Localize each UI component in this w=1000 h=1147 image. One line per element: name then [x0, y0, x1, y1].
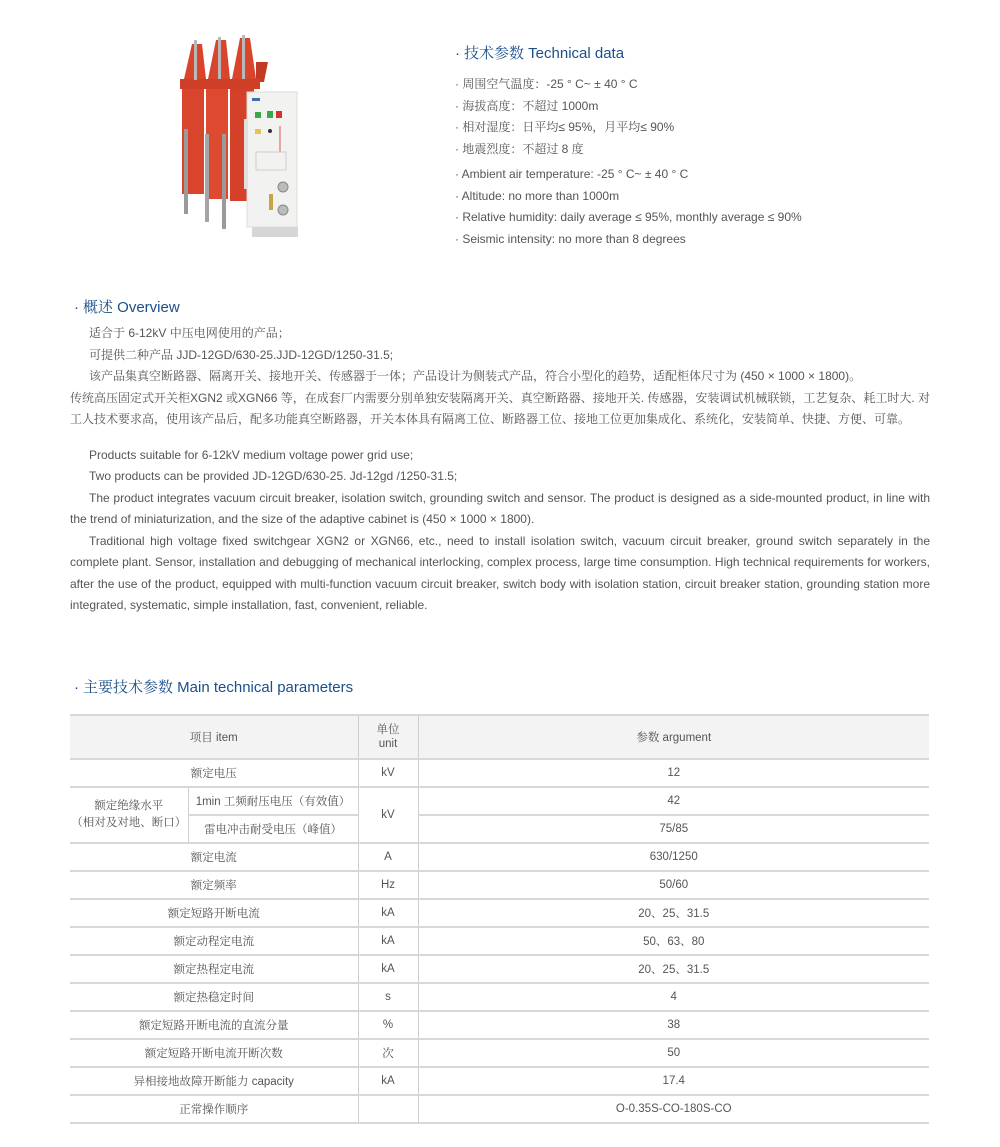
tech-item-cn: · 海拔高度：不超过 1000m: [455, 98, 599, 113]
tech-item-en: · Ambient air temperature: -25 ° C~ ± 40 ° C: [455, 167, 689, 181]
table-row: 额定短路开断电流的直流分量 % 38: [70, 1011, 929, 1039]
overview-cn-paragraph: 适合于 6-12kV 中压电网使用的产品；: [89, 326, 290, 340]
table-row: 额定热稳定时间 s 4: [70, 983, 929, 1011]
table-row: 异相接地故障开断能力 capacity kA 17.4: [70, 1067, 929, 1095]
header-unit: 单位 unit: [358, 715, 418, 759]
bullet-icon: ·: [74, 299, 79, 316]
overview-body: [70, 323, 930, 617]
table-row: 额定短路开断电流开断次数 次 50: [70, 1039, 929, 1067]
table-row: 额定热程定电流 kA 20、25、31.5: [70, 955, 929, 983]
table-row: 额定短路开断电流 kA 20、25、31.5: [70, 899, 929, 927]
bullet-icon: ·: [74, 679, 79, 696]
overview-title: · 概述 Overview: [74, 299, 180, 316]
table-row: 正常操作顺序 O-0.35S-CO-180S-CO: [70, 1095, 929, 1123]
tech-item-en: · Seismic intensity: no more than 8 degrees: [455, 231, 686, 246]
technical-data-section: [455, 44, 955, 250]
overview-cn-paragraph: 工人技术要求高，使用该产品后，配多功能真空断路器，开关本体具有隔离工位、断路器工位、接地工位更加集成化、系统化，安装简单、快捷、方便、可靠。: [70, 412, 911, 426]
overview-en-paragraph: Products suitable for 6-12kV medium voltage power grid use;: [89, 447, 414, 462]
params-table: [70, 714, 929, 1124]
params-title: · 主要技术参数 Main technical parameters: [74, 679, 354, 696]
overview-en-paragraph: Two products can be provided JD-12GD/630-25. Jd-12gd /1250-31.5;: [89, 469, 458, 483]
overview-cn-paragraph: 传统高压固定式开关柜XGN2 或XGN66 等，在成套厂内需要分别单独安装隔离开关、真空断路器、接地开关. 传感器，安装调试机械联锁，工艺复杂、耗工时大. 对: [70, 390, 931, 405]
bullet-icon: ·: [455, 45, 460, 62]
tech-item-cn: · 地震烈度：不超过 8 度: [455, 141, 584, 156]
control-panel: [244, 92, 298, 237]
overview-cn-paragraph: 可提供二种产品 JJD-12GD/630-25.JJD-12GD/1250-31.5;: [89, 347, 394, 362]
header-item: 项目 item: [70, 715, 358, 759]
product-image: [172, 34, 302, 239]
tech-item-en: · Altitude: no more than 1000m: [455, 188, 620, 203]
overview-en-paragraph: The product integrates vacuum circuit breaker, isolation switch, grounding switch and sensor. The product is designed as a side-mounted product, in line with the trend of miniaturization, and the size of the adaptive cabinet is (450 × 1000 × 1800).: [70, 490, 930, 526]
overview-cn-paragraph: 该产品集真空断路器、隔离开关、接地开关、传感器于一体；产品设计为侧装式产品，符合小型化的趋势，适配柜体尺寸为 (450 × 1000 × 1800)。: [89, 369, 862, 383]
table-row: 额定频率 Hz 50/60: [70, 871, 929, 899]
table-row: 额定电压 kV 12: [70, 759, 929, 787]
tech-item-cn: · 周围空气温度：-25 ° C~ ± 40 ° C: [455, 77, 638, 91]
tech-item-cn: · 相对湿度：日平均≤ 95%，月平均≤ 90%: [455, 120, 675, 134]
header-argument: 参数 argument: [418, 715, 929, 759]
overview-en-paragraph: Traditional high voltage fixed switchgear XGN2 or XGN66, etc., need to install isolation switch, vacuum circuit breaker, ground switch separately in the complete plant. Sensor, installation and debugging of mechanical interlocking, complex process, large time consumption. High technical requirements for workers, after the use of the product, equipped with multi-function vacuum circuit breaker, switch body with isolation station, circuit breaker station, grounding station more integrated, systematic, simple installation, fast, convenient, reliable.: [70, 533, 930, 612]
tech-item-en: · Relative humidity: daily average ≤ 95%, monthly average ≤ 90%: [455, 210, 802, 224]
group-cell: 额定绝缘水平 （相对及对地、断口）: [70, 787, 188, 843]
table-row: 额定电流 A 630/1250: [70, 843, 929, 871]
technical-data-title: · 技术参数 Technical data: [455, 45, 625, 62]
table-row: 额定绝缘水平 （相对及对地、断口） 1min 工频耐压电压（有效值） kV 42: [70, 787, 929, 815]
table-row: 雷电冲击耐受电压（峰值） 75/85: [70, 815, 929, 843]
table-row: 额定动程定电流 kA 50、63、80: [70, 927, 929, 955]
table-header-row: [70, 715, 929, 759]
technical-data-list: [455, 74, 955, 250]
